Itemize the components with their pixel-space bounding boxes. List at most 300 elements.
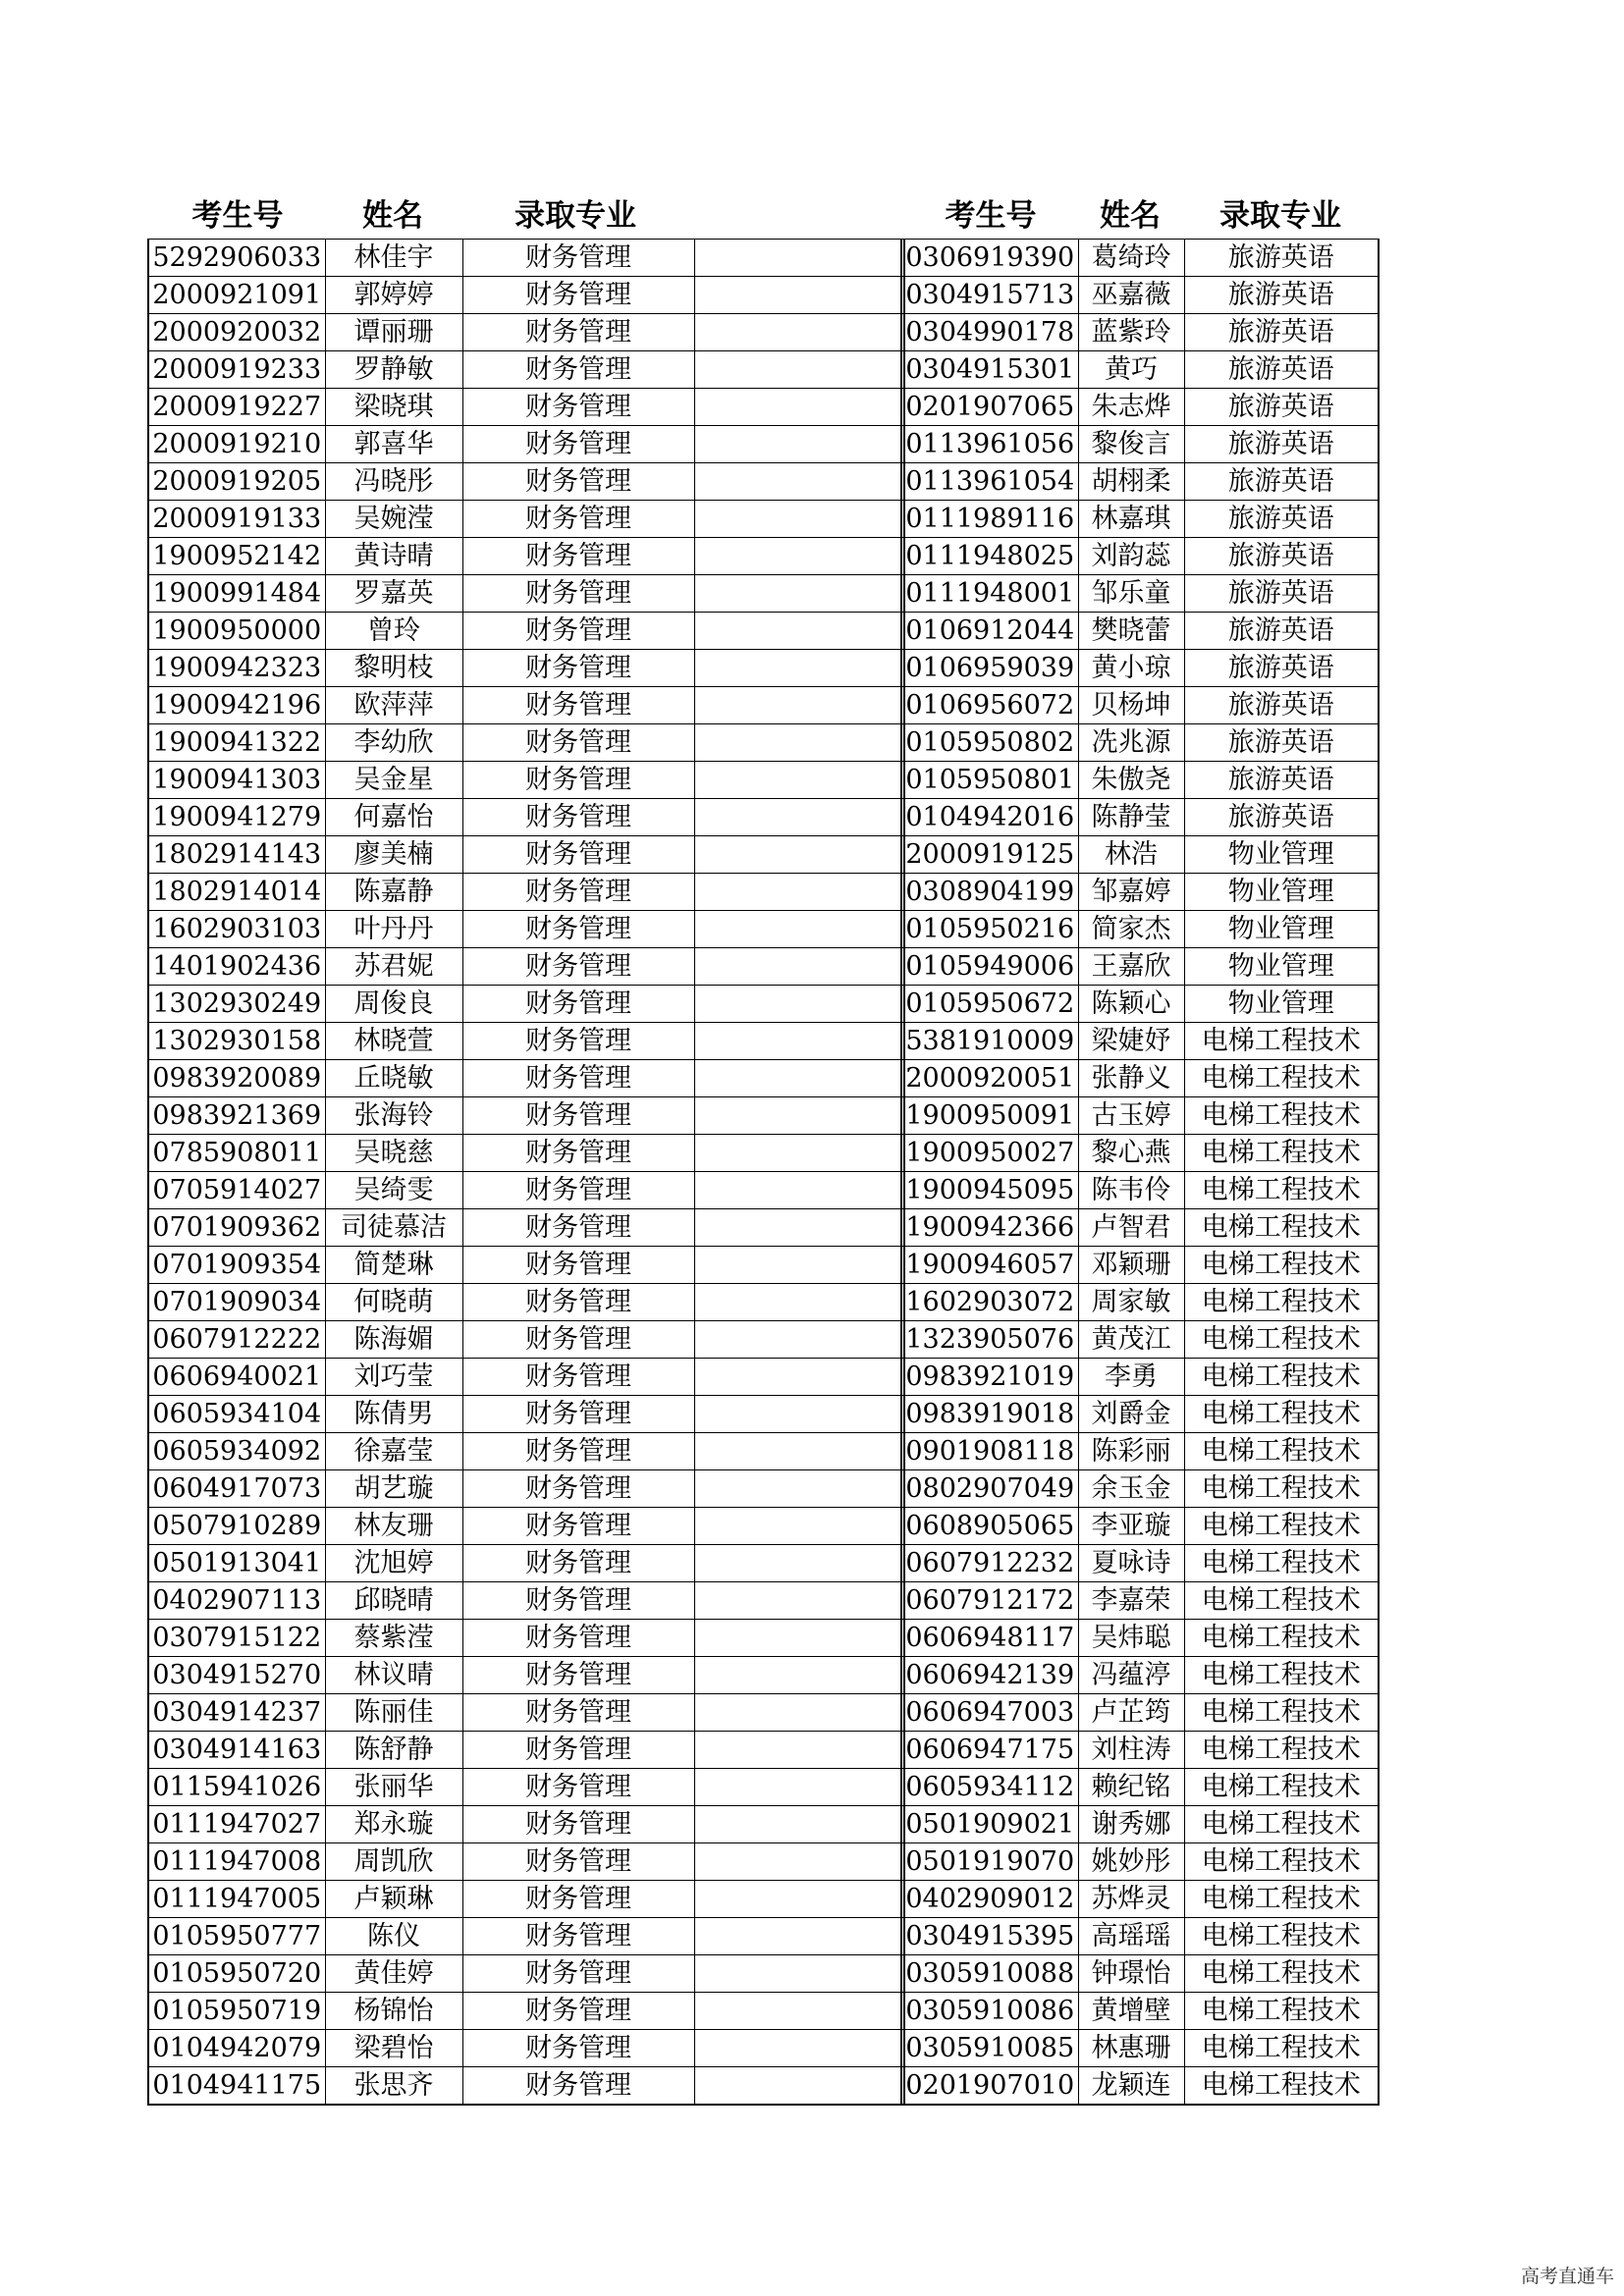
major-cell: 财务管理 <box>462 986 694 1023</box>
empty-cell <box>694 1321 904 1359</box>
name-cell: 刘巧莹 <box>325 1359 462 1396</box>
major-cell: 财务管理 <box>462 1247 694 1284</box>
major-cell: 旅游英语 <box>1184 575 1379 613</box>
name-cell: 罗静敏 <box>325 351 462 389</box>
exam-id-cell: 0607912222 <box>148 1321 325 1359</box>
major-cell: 电梯工程技术 <box>1184 1694 1379 1732</box>
major-cell: 财务管理 <box>462 1359 694 1396</box>
table-row <box>901 1657 1379 1694</box>
exam-id-cell: 1602903072 <box>901 1284 1078 1321</box>
table-row <box>148 426 904 463</box>
name-cell: 吴婉滢 <box>325 501 462 538</box>
table-row <box>148 874 904 911</box>
table-row <box>901 1209 1379 1247</box>
name-cell: 夏咏诗 <box>1078 1545 1184 1582</box>
name-cell: 李勇 <box>1078 1359 1184 1396</box>
name-cell: 张丽华 <box>325 1769 462 1806</box>
exam-id-cell: 0605934104 <box>148 1396 325 1433</box>
empty-cell <box>694 389 904 426</box>
name-cell: 林惠珊 <box>1078 2030 1184 2067</box>
table-row <box>901 1470 1379 1508</box>
name-cell: 邱晓晴 <box>325 1582 462 1620</box>
name-cell: 何晓萌 <box>325 1284 462 1321</box>
exam-id-cell: 0201907065 <box>901 389 1078 426</box>
name-cell: 司徒慕洁 <box>325 1209 462 1247</box>
name-cell: 林嘉琪 <box>1078 501 1184 538</box>
major-cell: 电梯工程技术 <box>1184 1993 1379 2030</box>
exam-id-cell: 0105949006 <box>901 948 1078 986</box>
name-cell: 何嘉怡 <box>325 799 462 836</box>
major-cell: 财务管理 <box>462 1582 694 1620</box>
empty-cell <box>694 1657 904 1694</box>
major-cell: 电梯工程技术 <box>1184 1508 1379 1545</box>
major-cell: 电梯工程技术 <box>1184 1582 1379 1620</box>
major-cell: 财务管理 <box>462 1135 694 1172</box>
name-cell: 吴金星 <box>325 762 462 799</box>
major-cell: 电梯工程技术 <box>1184 1732 1379 1769</box>
table-row <box>148 1955 904 1993</box>
exam-id-cell: 0901908118 <box>901 1433 1078 1470</box>
exam-id-cell: 1900942366 <box>901 1209 1078 1247</box>
empty-cell <box>694 1582 904 1620</box>
exam-id-cell: 0304915395 <box>901 1918 1078 1955</box>
major-cell: 旅游英语 <box>1184 351 1379 389</box>
name-cell: 廖美楠 <box>325 836 462 874</box>
name-cell: 周家敏 <box>1078 1284 1184 1321</box>
table-row <box>148 1209 904 1247</box>
major-cell: 财务管理 <box>462 911 694 948</box>
major-cell: 电梯工程技术 <box>1184 1247 1379 1284</box>
major-cell: 旅游英语 <box>1184 277 1379 314</box>
name-cell: 张海铃 <box>325 1097 462 1135</box>
exam-id-cell: 2000919210 <box>148 426 325 463</box>
table-row <box>148 2067 904 2106</box>
major-cell: 财务管理 <box>462 463 694 501</box>
empty-cell <box>694 1806 904 1843</box>
major-cell: 电梯工程技术 <box>1184 1955 1379 1993</box>
name-cell: 邓颖珊 <box>1078 1247 1184 1284</box>
name-cell: 刘爵金 <box>1078 1396 1184 1433</box>
empty-cell <box>694 687 904 724</box>
table-row <box>148 1806 904 1843</box>
table-row <box>148 501 904 538</box>
major-cell: 电梯工程技术 <box>1184 1209 1379 1247</box>
major-cell: 电梯工程技术 <box>1184 1023 1379 1060</box>
name-cell: 高瑶瑶 <box>1078 1918 1184 1955</box>
empty-cell <box>694 1433 904 1470</box>
name-cell: 黎心燕 <box>1078 1135 1184 1172</box>
table-row <box>148 463 904 501</box>
major-cell: 财务管理 <box>462 948 694 986</box>
exam-id-cell: 1900946057 <box>901 1247 1078 1284</box>
name-cell: 陈静莹 <box>1078 799 1184 836</box>
right-admission-table <box>900 239 1380 2106</box>
empty-cell <box>694 1284 904 1321</box>
name-cell: 王嘉欣 <box>1078 948 1184 986</box>
major-cell: 物业管理 <box>1184 874 1379 911</box>
major-cell: 旅游英语 <box>1184 762 1379 799</box>
table-row <box>148 1993 904 2030</box>
exam-id-cell: 0304914163 <box>148 1732 325 1769</box>
table-row <box>901 1806 1379 1843</box>
name-cell: 郑永璇 <box>325 1806 462 1843</box>
exam-id-cell: 2000919133 <box>148 501 325 538</box>
exam-id-cell: 0802907049 <box>901 1470 1078 1508</box>
name-cell: 林浩 <box>1078 836 1184 874</box>
major-cell: 旅游英语 <box>1184 501 1379 538</box>
exam-id-cell: 0113961054 <box>901 463 1078 501</box>
table-row <box>148 1843 904 1881</box>
left-header-major: 录取专业 <box>514 198 636 234</box>
table-row <box>901 501 1379 538</box>
exam-id-cell: 0305910086 <box>901 1993 1078 2030</box>
major-cell: 电梯工程技术 <box>1184 1620 1379 1657</box>
name-cell: 黄佳婷 <box>325 1955 462 1993</box>
major-cell: 电梯工程技术 <box>1184 1097 1379 1135</box>
exam-id-cell: 0106956072 <box>901 687 1078 724</box>
exam-id-cell: 0201907010 <box>901 2067 1078 2106</box>
right-header-exam-id: 考生号 <box>945 198 1037 234</box>
name-cell: 陈嘉静 <box>325 874 462 911</box>
major-cell: 电梯工程技术 <box>1184 1172 1379 1209</box>
name-cell: 黄诗晴 <box>325 538 462 575</box>
name-cell: 龙颖连 <box>1078 2067 1184 2106</box>
table-row <box>148 1732 904 1769</box>
name-cell: 邹乐童 <box>1078 575 1184 613</box>
empty-cell <box>694 538 904 575</box>
empty-cell <box>694 986 904 1023</box>
exam-id-cell: 0104941175 <box>148 2067 325 2106</box>
exam-id-cell: 0307915122 <box>148 1620 325 1657</box>
empty-cell <box>694 1694 904 1732</box>
empty-cell <box>694 1508 904 1545</box>
table-row <box>901 1433 1379 1470</box>
table-row <box>148 1881 904 1918</box>
major-cell: 旅游英语 <box>1184 650 1379 687</box>
name-cell: 林议晴 <box>325 1657 462 1694</box>
table-row <box>148 948 904 986</box>
exam-id-cell: 2000919205 <box>148 463 325 501</box>
major-cell: 财务管理 <box>462 1172 694 1209</box>
exam-id-cell: 0304915713 <box>901 277 1078 314</box>
exam-id-cell: 1900945095 <box>901 1172 1078 1209</box>
name-cell: 巫嘉薇 <box>1078 277 1184 314</box>
empty-cell <box>694 762 904 799</box>
major-cell: 财务管理 <box>462 724 694 762</box>
exam-id-cell: 0104942079 <box>148 2030 325 2067</box>
major-cell: 财务管理 <box>462 1881 694 1918</box>
empty-cell <box>694 1545 904 1582</box>
major-cell: 财务管理 <box>462 1620 694 1657</box>
major-cell: 财务管理 <box>462 1097 694 1135</box>
major-cell: 电梯工程技术 <box>1184 1769 1379 1806</box>
table-row <box>148 1545 904 1582</box>
empty-cell <box>694 1955 904 1993</box>
major-cell: 财务管理 <box>462 1284 694 1321</box>
table-row <box>148 1321 904 1359</box>
table-row <box>148 911 904 948</box>
exam-id-cell: 5381910009 <box>901 1023 1078 1060</box>
empty-cell <box>694 575 904 613</box>
major-cell: 电梯工程技术 <box>1184 1806 1379 1843</box>
major-cell: 财务管理 <box>462 1060 694 1097</box>
major-cell: 财务管理 <box>462 2067 694 2106</box>
left-admission-table <box>147 239 905 2106</box>
table-row <box>148 240 904 277</box>
name-cell: 胡艺璇 <box>325 1470 462 1508</box>
exam-id-cell: 0701909034 <box>148 1284 325 1321</box>
exam-id-cell: 2000919233 <box>148 351 325 389</box>
table-row <box>901 1247 1379 1284</box>
name-cell: 冯晓彤 <box>325 463 462 501</box>
major-cell: 电梯工程技术 <box>1184 1135 1379 1172</box>
name-cell: 李幼欣 <box>325 724 462 762</box>
table-row <box>901 1359 1379 1396</box>
name-cell: 杨锦怡 <box>325 1993 462 2030</box>
empty-cell <box>694 277 904 314</box>
exam-id-cell: 1302930158 <box>148 1023 325 1060</box>
exam-id-cell: 0607912172 <box>901 1582 1078 1620</box>
table-row <box>148 2030 904 2067</box>
exam-id-cell: 0111948001 <box>901 575 1078 613</box>
name-cell: 刘韵蕊 <box>1078 538 1184 575</box>
empty-cell <box>694 501 904 538</box>
exam-id-cell: 0983919018 <box>901 1396 1078 1433</box>
major-cell: 电梯工程技术 <box>1184 1470 1379 1508</box>
table-row <box>148 836 904 874</box>
exam-id-cell: 0105950719 <box>148 1993 325 2030</box>
major-cell: 财务管理 <box>462 687 694 724</box>
exam-id-cell: 0111989116 <box>901 501 1078 538</box>
empty-cell <box>694 426 904 463</box>
major-cell: 旅游英语 <box>1184 314 1379 351</box>
exam-id-cell: 1900950091 <box>901 1097 1078 1135</box>
major-cell: 旅游英语 <box>1184 538 1379 575</box>
table-row <box>148 389 904 426</box>
major-cell: 财务管理 <box>462 1806 694 1843</box>
name-cell: 黄巧 <box>1078 351 1184 389</box>
table-row <box>148 762 904 799</box>
table-row <box>148 538 904 575</box>
name-cell: 蔡紫滢 <box>325 1620 462 1657</box>
name-cell: 叶丹丹 <box>325 911 462 948</box>
major-cell: 物业管理 <box>1184 836 1379 874</box>
exam-id-cell: 0705914027 <box>148 1172 325 1209</box>
table-row <box>901 1955 1379 1993</box>
table-row <box>148 1284 904 1321</box>
table-row <box>901 277 1379 314</box>
exam-id-cell: 0305910085 <box>901 2030 1078 2067</box>
table-row <box>901 613 1379 650</box>
major-cell: 财务管理 <box>462 799 694 836</box>
exam-id-cell: 0111947027 <box>148 1806 325 1843</box>
name-cell: 卢颖琳 <box>325 1881 462 1918</box>
table-row <box>901 1620 1379 1657</box>
major-cell: 电梯工程技术 <box>1184 1881 1379 1918</box>
name-cell: 陈韦伶 <box>1078 1172 1184 1209</box>
exam-id-cell: 0606940021 <box>148 1359 325 1396</box>
major-cell: 旅游英语 <box>1184 426 1379 463</box>
major-cell: 电梯工程技术 <box>1184 1359 1379 1396</box>
empty-cell <box>694 1918 904 1955</box>
exam-id-cell: 1900952142 <box>148 538 325 575</box>
exam-id-cell: 0105950777 <box>148 1918 325 1955</box>
name-cell: 余玉金 <box>1078 1470 1184 1508</box>
major-cell: 电梯工程技术 <box>1184 1284 1379 1321</box>
table-row <box>148 799 904 836</box>
exam-id-cell: 0105950672 <box>901 986 1078 1023</box>
empty-cell <box>694 1209 904 1247</box>
major-cell: 旅游英语 <box>1184 613 1379 650</box>
footer-watermark: 高考直通车 <box>1520 2266 1614 2287</box>
empty-cell <box>694 1769 904 1806</box>
table-row <box>901 687 1379 724</box>
table-row <box>148 1582 904 1620</box>
empty-cell <box>694 650 904 687</box>
exam-id-cell: 2000920032 <box>148 314 325 351</box>
major-cell: 财务管理 <box>462 1023 694 1060</box>
table-row <box>148 1918 904 1955</box>
table-row <box>901 1918 1379 1955</box>
name-cell: 朱志烨 <box>1078 389 1184 426</box>
table-row <box>901 240 1379 277</box>
name-cell: 张静义 <box>1078 1060 1184 1097</box>
empty-cell <box>694 1135 904 1172</box>
major-cell: 物业管理 <box>1184 986 1379 1023</box>
name-cell: 吴晓慈 <box>325 1135 462 1172</box>
major-cell: 财务管理 <box>462 1918 694 1955</box>
exam-id-cell: 0606942139 <box>901 1657 1078 1694</box>
name-cell: 黄增壁 <box>1078 1993 1184 2030</box>
major-cell: 财务管理 <box>462 762 694 799</box>
major-cell: 财务管理 <box>462 1769 694 1806</box>
name-cell: 丘晓敏 <box>325 1060 462 1097</box>
major-cell: 物业管理 <box>1184 911 1379 948</box>
table-row <box>901 1060 1379 1097</box>
table-row <box>901 799 1379 836</box>
table-row <box>148 1470 904 1508</box>
name-cell: 李嘉荣 <box>1078 1582 1184 1620</box>
empty-cell <box>694 874 904 911</box>
table-row <box>148 1694 904 1732</box>
exam-id-cell: 0605934092 <box>148 1433 325 1470</box>
name-cell: 黄小琼 <box>1078 650 1184 687</box>
table-row <box>148 1396 904 1433</box>
name-cell: 简家杰 <box>1078 911 1184 948</box>
empty-cell <box>694 948 904 986</box>
major-cell: 电梯工程技术 <box>1184 1433 1379 1470</box>
exam-id-cell: 1302930249 <box>148 986 325 1023</box>
table-row <box>148 1657 904 1694</box>
exam-id-cell: 0306919390 <box>901 240 1078 277</box>
major-cell: 电梯工程技术 <box>1184 1843 1379 1881</box>
major-cell: 电梯工程技术 <box>1184 1657 1379 1694</box>
major-cell: 财务管理 <box>462 314 694 351</box>
name-cell: 梁晓琪 <box>325 389 462 426</box>
table-row <box>901 1284 1379 1321</box>
exam-id-cell: 0104942016 <box>901 799 1078 836</box>
major-cell: 财务管理 <box>462 1993 694 2030</box>
major-cell: 电梯工程技术 <box>1184 1321 1379 1359</box>
major-cell: 财务管理 <box>462 1843 694 1881</box>
major-cell: 财务管理 <box>462 575 694 613</box>
exam-id-cell: 0105950216 <box>901 911 1078 948</box>
exam-id-cell: 0115941026 <box>148 1769 325 1806</box>
empty-cell <box>694 351 904 389</box>
table-row <box>901 1732 1379 1769</box>
table-row <box>148 1023 904 1060</box>
name-cell: 林晓萱 <box>325 1023 462 1060</box>
exam-id-cell: 0501909021 <box>901 1806 1078 1843</box>
table-row <box>901 1135 1379 1172</box>
major-cell: 财务管理 <box>462 240 694 277</box>
exam-id-cell: 0304915301 <box>901 351 1078 389</box>
table-row <box>901 1881 1379 1918</box>
empty-cell <box>694 1470 904 1508</box>
table-row <box>901 1694 1379 1732</box>
major-cell: 财务管理 <box>462 1545 694 1582</box>
table-row <box>901 1993 1379 2030</box>
exam-id-cell: 0105950720 <box>148 1955 325 1993</box>
name-cell: 黎明枝 <box>325 650 462 687</box>
exam-id-cell: 0606947003 <box>901 1694 1078 1732</box>
name-cell: 李亚璇 <box>1078 1508 1184 1545</box>
name-cell: 郭喜华 <box>325 426 462 463</box>
empty-cell <box>694 1993 904 2030</box>
major-cell: 财务管理 <box>462 836 694 874</box>
exam-id-cell: 0305910088 <box>901 1955 1078 1993</box>
name-cell: 林佳宇 <box>325 240 462 277</box>
empty-cell <box>694 1247 904 1284</box>
major-cell: 旅游英语 <box>1184 724 1379 762</box>
name-cell: 周凯欣 <box>325 1843 462 1881</box>
name-cell: 苏烨灵 <box>1078 1881 1184 1918</box>
name-cell: 谢秀娜 <box>1078 1806 1184 1843</box>
major-cell: 财务管理 <box>462 1209 694 1247</box>
name-cell: 朱傲尧 <box>1078 762 1184 799</box>
empty-cell <box>694 1023 904 1060</box>
table-row <box>901 2067 1379 2106</box>
name-cell: 简楚琳 <box>325 1247 462 1284</box>
name-cell: 罗嘉英 <box>325 575 462 613</box>
exam-id-cell: 0606947175 <box>901 1732 1078 1769</box>
name-cell: 黄茂江 <box>1078 1321 1184 1359</box>
exam-id-cell: 0501913041 <box>148 1545 325 1582</box>
exam-id-cell: 0106912044 <box>901 613 1078 650</box>
major-cell: 财务管理 <box>462 277 694 314</box>
table-row <box>901 724 1379 762</box>
right-header-name: 姓名 <box>1100 198 1161 234</box>
exam-id-cell: 0606948117 <box>901 1620 1078 1657</box>
major-cell: 财务管理 <box>462 501 694 538</box>
name-cell: 蓝紫玲 <box>1078 314 1184 351</box>
exam-id-cell: 1602903103 <box>148 911 325 948</box>
exam-id-cell: 1900950000 <box>148 613 325 650</box>
table-row <box>901 1097 1379 1135</box>
table-row <box>148 650 904 687</box>
name-cell: 卢智君 <box>1078 1209 1184 1247</box>
table-row <box>901 1396 1379 1433</box>
major-cell: 财务管理 <box>462 650 694 687</box>
name-cell: 赖纪铭 <box>1078 1769 1184 1806</box>
empty-cell <box>694 1732 904 1769</box>
table-row <box>901 2030 1379 2067</box>
exam-id-cell: 5292906033 <box>148 240 325 277</box>
exam-id-cell: 0701909354 <box>148 1247 325 1284</box>
major-cell: 财务管理 <box>462 389 694 426</box>
empty-cell <box>694 799 904 836</box>
major-cell: 电梯工程技术 <box>1184 2030 1379 2067</box>
